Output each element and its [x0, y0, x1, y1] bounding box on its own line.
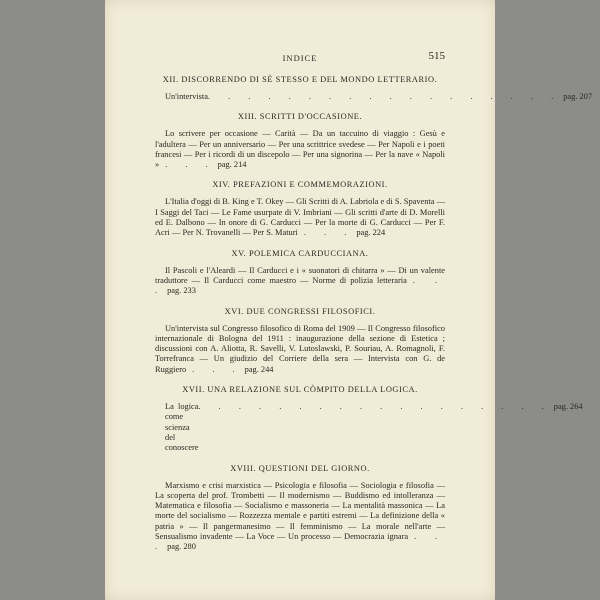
leader-dots: . . . [155, 532, 446, 552]
toc-entry [155, 197, 445, 238]
section-title: XII. DISCORRENDO DI SÈ STESSO E DEL MONDO LETTERARIO. [162, 75, 438, 84]
toc-section [155, 180, 445, 238]
toc-section [155, 385, 583, 453]
leader-dots: . . . [155, 275, 446, 296]
entry-page-ref: pag. 244 [244, 364, 274, 374]
entry-text: La logica come scienza del conoscere [165, 402, 199, 453]
entry-text: Il Pascoli e l'Aleardi — Il Carducci e i « suonatori di chitarra » — Di un valente traduttore — Il Carducci come maestro — Norme di polizia letteraria [155, 265, 445, 285]
section-title: XVIII. QUESTIONI DEL GIORNO. [230, 463, 370, 473]
toc-section [155, 464, 445, 553]
entry-text: Lo scrivere per occasione — Carità — Da un taccuino di viaggio : Gesù e l'adultera — Per un anniversario — Per una scrittrice svedese — Per Napoli e i poeti francesi — Per i ricordi di un discepolo — Per una signorina — Per la nave « Napoli » [155, 129, 445, 170]
entry-text: Marxismo e crisi marxistica — Psicologia e filosofia — Sociologia e filosofia — La scoperta del prof. Trombetti — Il modernismo — Buddismo ed intolleranza — Matematica e filosofia — Socialismo e massoneria — La mentalità massonica — La morte del socialismo — Rozzezza mentale e partiti estremi — La definizione della « patria » — Il pangermanesimo — Il femminismo — La morale nell'arte — Sensualismo invadente — La Voce — Un processo — Democrazia ignara [155, 480, 445, 542]
section-title: XV. POLEMICA CARDUCCIANA. [231, 248, 369, 258]
entry-page-ref: pag. 224 [356, 228, 386, 238]
section-title: XIII. SCRITTI D'OCCASIONE. [237, 112, 363, 122]
toc-section [155, 75, 593, 102]
entry-page-ref: pag. 280 [167, 542, 196, 552]
toc-section [155, 307, 445, 375]
leader-dots: . . . [303, 228, 355, 238]
entry-page-ref: pag. 233 [167, 286, 196, 296]
toc-section [155, 112, 445, 170]
entry-page-ref: pag. 214 [217, 160, 247, 170]
leader-dots: . . . [192, 364, 243, 374]
section-title: XVII. UNA RELAZIONE SUL CÒMPITO DELLA LOGICA. [182, 385, 418, 395]
page-header [155, 50, 445, 66]
table-of-contents [155, 75, 593, 563]
toc-entry [155, 92, 593, 102]
toc-entry [155, 324, 445, 375]
running-head: INDICE [282, 53, 318, 63]
entry-text: L'Italia d'oggi di B. King e T. Okey — Gli Scritti di A. Labriola e di S. Spaventa — I Saggi del Taci — Le Fame usurpate di V. Imbriani — Gli scritti d'arte di D. Morelli ed E. Dalbono — In onore di G. Carducci — Per la morte di G. Carducci — Per F. Acri — Per N. Trovanelli — Per S. Maturi [155, 197, 445, 238]
toc-section [155, 249, 445, 297]
page-number: 515 [428, 50, 445, 62]
entry-text: Un'intervista [165, 92, 208, 101]
leader-dots: . . . . . . . . . . . . . . . . . . [198, 402, 552, 412]
toc-entry [155, 129, 445, 170]
entry-page-ref: pag. 264 [553, 402, 583, 412]
toc-entry [155, 402, 583, 453]
entry-text: Un'intervista sul Congresso filosofico di Roma del 1909 — Il Congresso filosofico internazionale di Bologna del 1911 : inaugurazione della sezione di Estetica ; discussioni con A. Aliotta, R. Savelli, V. Lutoslawski, P. Souriau, A. Romagnoli, F. Torrefranca — Un giudizio del Corriere della sera — Intervista con G. de Ruggiero [155, 323, 445, 374]
book-page [105, 0, 593, 600]
section-title: XVI. DUE CONGRESSI FILOSOFICI. [224, 306, 376, 316]
toc-entry [155, 266, 445, 297]
toc-entry [155, 481, 445, 553]
leader-dots: . . . . . . . . . . . . . . . . . . [207, 92, 562, 101]
leader-dots: . . . [165, 160, 216, 170]
entry-page-ref: pag. 207 [563, 92, 593, 101]
section-title: XIV. PREFAZIONI E COMMEMORAZIONI. [212, 180, 388, 190]
